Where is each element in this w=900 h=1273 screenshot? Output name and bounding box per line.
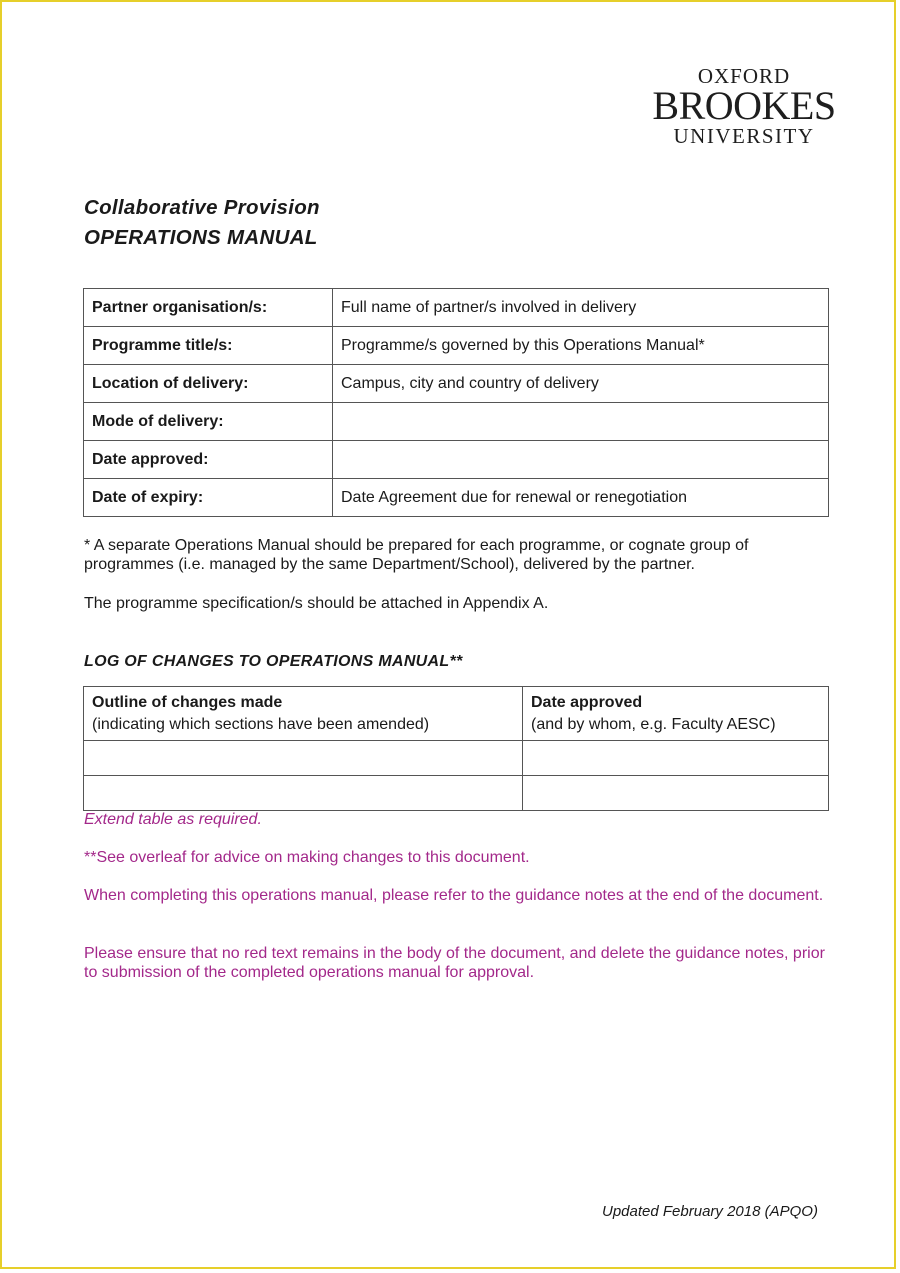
table-row (84, 441, 829, 479)
info-label: Date approved: (84, 441, 333, 479)
info-value[interactable] (333, 441, 829, 479)
change-log-table (83, 686, 829, 811)
log-cell[interactable] (523, 741, 829, 776)
separate-manual-note: * A separate Operations Manual should be prepared for each programme, or cognate group of programmes (i.e. managed by the same Department/School), delivered by the partner. (84, 537, 749, 573)
logo-line-university: UNIVERSITY (673, 124, 815, 148)
logo-line-oxford: OXFORD (697, 64, 791, 88)
log-cell[interactable] (523, 776, 829, 811)
log-cell[interactable] (84, 776, 523, 811)
table-row (84, 776, 829, 811)
column-header-subtitle: (and by whom, e.g. Faculty AESC) (531, 716, 776, 733)
column-header-subtitle: (indicating which sections have been amended) (92, 716, 430, 733)
log-section-title: LOG OF CHANGES TO OPERATIONS MANUAL** (84, 653, 463, 670)
info-value[interactable]: Full name of partner/s involved in delivery (333, 289, 829, 327)
table-row (84, 289, 829, 327)
title-line-1: Collaborative Provision (84, 196, 320, 219)
table-row (84, 365, 829, 403)
programme-info-table (83, 288, 829, 517)
info-label: Partner organisation/s: (84, 289, 333, 327)
logo-line-brookes: BROOKES (652, 83, 836, 128)
title-line-2: OPERATIONS MANUAL (84, 226, 318, 249)
info-value[interactable]: Programme/s governed by this Operations Manual* (333, 327, 829, 365)
overleaf-note: **See overleaf for advice on making changes to this document. (84, 849, 530, 866)
info-label: Location of delivery: (84, 365, 333, 403)
column-header-changes (84, 687, 523, 741)
guidance-ensure-note: Please ensure that no red text remains in the body of the document, and delete the guidance notes, prior to submission of the completed operations manual for approval. (84, 945, 825, 981)
info-value[interactable]: Campus, city and country of delivery (333, 365, 829, 403)
document-title (84, 193, 320, 253)
info-value[interactable] (333, 403, 829, 441)
table-row (84, 403, 829, 441)
table-header-row (84, 687, 829, 741)
table-row (84, 741, 829, 776)
info-label: Mode of delivery: (84, 403, 333, 441)
column-header-title: Date approved (531, 694, 643, 711)
log-cell[interactable] (84, 741, 523, 776)
info-value[interactable]: Date Agreement due for renewal or renegotiation (333, 479, 829, 517)
table-row (84, 327, 829, 365)
appendix-note: The programme specification/s should be attached in Appendix A. (84, 595, 549, 612)
info-label: Date of expiry: (84, 479, 333, 517)
university-logo (652, 65, 836, 147)
guidance-refer-note: When completing this operations manual, please refer to the guidance notes at the end of the document. (84, 887, 824, 904)
extend-table-note: Extend table as required. (84, 811, 262, 828)
info-label: Programme title/s: (84, 327, 333, 365)
column-header-title: Outline of changes made (92, 694, 283, 711)
table-row (84, 479, 829, 517)
column-header-date (523, 687, 829, 741)
updated-footer: Updated February 2018 (APQO) (602, 1203, 818, 1220)
